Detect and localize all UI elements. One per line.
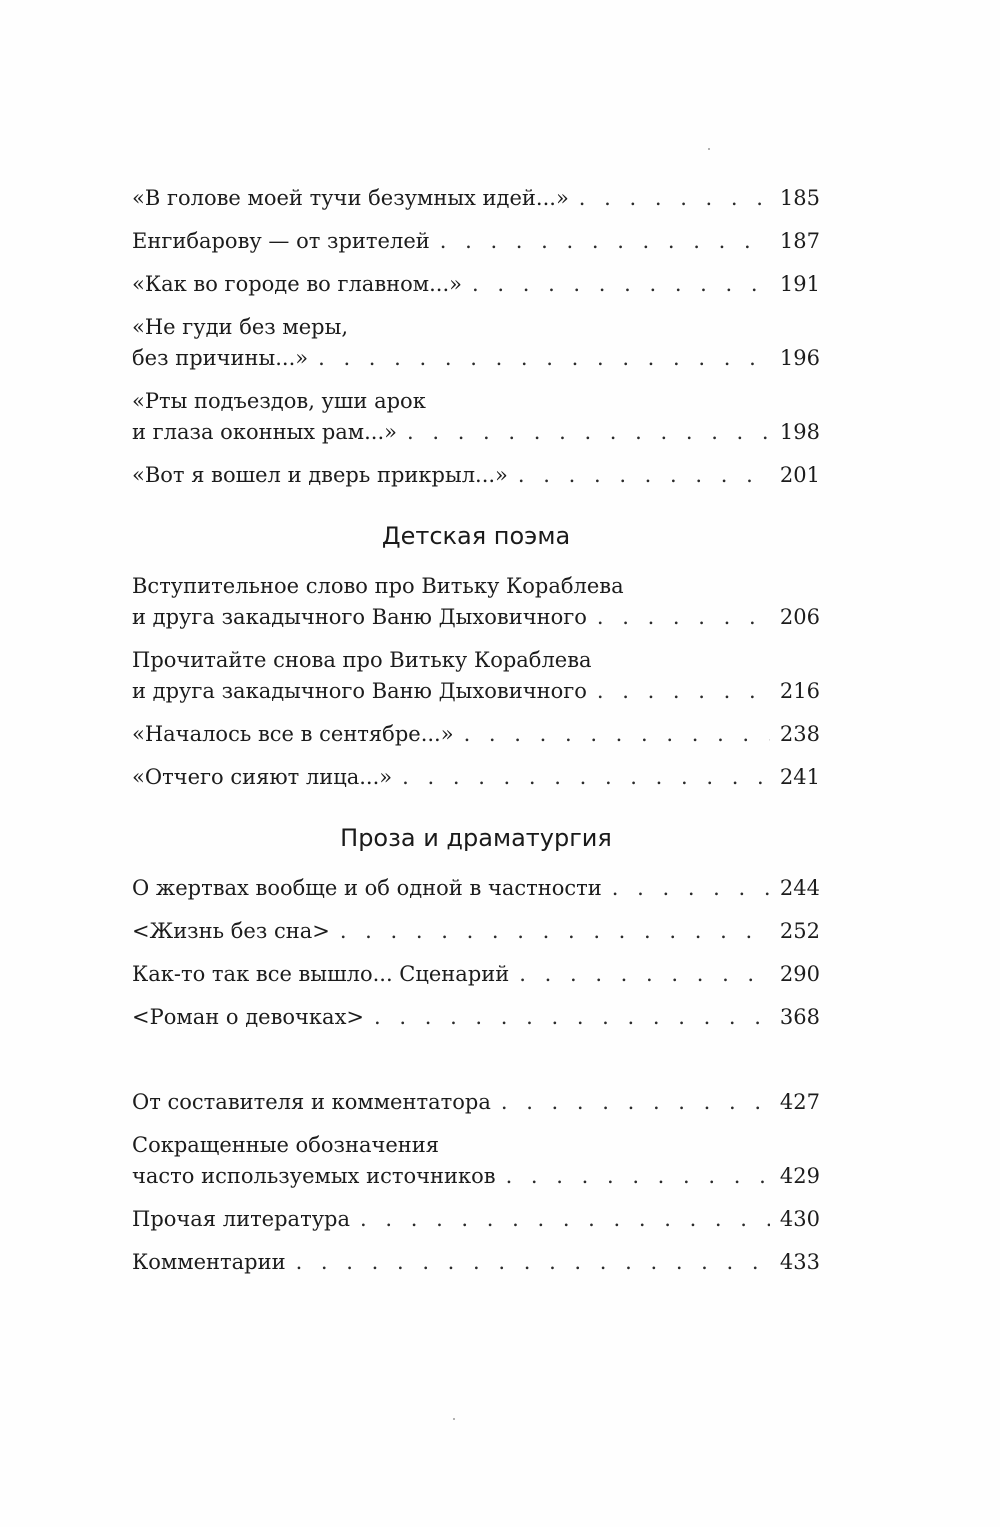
entry-title-line: «Началось все в сентябре...» xyxy=(132,722,454,746)
entry-title-line: О жертвах вообще и об одной в частности xyxy=(132,876,602,900)
dot-leader xyxy=(296,1247,770,1278)
scan-speck xyxy=(453,1418,455,1420)
entry-last-line xyxy=(132,1002,820,1033)
page-number: 185 xyxy=(779,186,820,210)
toc-entry[interactable] xyxy=(132,269,820,300)
toc-entry[interactable] xyxy=(132,959,820,990)
page-number: 201 xyxy=(779,463,820,487)
entry-last-line xyxy=(132,1204,820,1235)
toc-entry[interactable] xyxy=(132,1204,820,1235)
toc-entry[interactable] xyxy=(132,386,820,448)
page-number: 196 xyxy=(779,346,820,370)
toc-entry[interactable] xyxy=(132,571,820,633)
page-number: 198 xyxy=(779,420,820,444)
entry-title-line: и друга закадычного Ваню Дыховичного xyxy=(132,679,587,703)
entry-last-line xyxy=(132,959,820,990)
toc-entry[interactable] xyxy=(132,645,820,707)
dot-leader xyxy=(464,719,770,750)
dot-leader xyxy=(374,1002,770,1033)
dot-leader xyxy=(472,269,770,300)
entry-title-line: «Рты подъездов, уши арок xyxy=(132,389,426,413)
dot-leader xyxy=(597,602,770,633)
entry-last-line xyxy=(132,1087,820,1118)
entry-title-line: и глаза оконных рам...» xyxy=(132,420,397,444)
entry-last-line xyxy=(132,226,820,257)
page-number: 427 xyxy=(779,1090,820,1114)
dot-leader xyxy=(597,676,770,707)
entry-title-line: Сокращенные обозначения xyxy=(132,1133,440,1157)
entry-last-line xyxy=(132,676,820,707)
entry-last-line xyxy=(132,269,820,300)
dot-leader xyxy=(506,1161,770,1192)
entry-title-line: «Не гуди без меры, xyxy=(132,315,349,339)
toc-entry[interactable] xyxy=(132,1130,820,1192)
dot-leader xyxy=(579,183,770,214)
dot-leader xyxy=(440,226,770,257)
entry-title-line: Енгибарову — от зрителей xyxy=(132,229,430,253)
dot-leader xyxy=(407,417,770,448)
page-number: 244 xyxy=(779,876,820,900)
page-number: 433 xyxy=(779,1250,820,1274)
entry-title-line: «Как во городе во главном...» xyxy=(132,272,463,296)
toc-entry[interactable] xyxy=(132,312,820,374)
entry-title-line: Комментарии xyxy=(132,1250,286,1274)
entry-title-line: «В голове моей тучи безумных идей...» xyxy=(132,186,569,210)
toc-entry[interactable] xyxy=(132,1087,820,1118)
entry-title-line: Как-то так все вышло... Сценарий xyxy=(132,962,510,986)
scan-speck xyxy=(708,148,710,150)
entry-last-line xyxy=(132,343,820,374)
toc-entry[interactable] xyxy=(132,183,820,214)
dot-leader xyxy=(518,460,770,491)
page-number: 252 xyxy=(779,919,820,943)
page-number: 430 xyxy=(779,1207,820,1231)
entry-last-line xyxy=(132,1247,820,1278)
page-number: 429 xyxy=(779,1164,820,1188)
dot-leader xyxy=(402,762,770,793)
entry-last-line xyxy=(132,916,820,947)
toc-entry[interactable] xyxy=(132,460,820,491)
entry-title-line: часто используемых источников xyxy=(132,1164,496,1188)
page-number: 241 xyxy=(779,765,820,789)
page-number: 206 xyxy=(779,605,820,629)
entry-title-line: <Роман о девочках> xyxy=(132,1005,365,1029)
dot-leader xyxy=(612,873,770,904)
toc-entry[interactable] xyxy=(132,226,820,257)
dot-leader xyxy=(318,343,770,374)
dot-leader xyxy=(501,1087,770,1118)
entry-title-line: Вступительное слово про Витьку Кораблева xyxy=(132,574,624,598)
toc-entry[interactable] xyxy=(132,873,820,904)
page-number: 368 xyxy=(779,1005,820,1029)
entry-title-line: Прочая литература xyxy=(132,1207,351,1231)
section-heading: Проза и драматургия xyxy=(340,824,612,852)
entry-title-line: без причины...» xyxy=(132,346,309,370)
section-spacer xyxy=(132,1045,820,1087)
toc-entry[interactable] xyxy=(132,762,820,793)
toc-entry[interactable] xyxy=(132,1002,820,1033)
table-of-contents xyxy=(132,183,820,1290)
entry-last-line xyxy=(132,1161,820,1192)
entry-title-line: Прочитайте снова про Витьку Кораблева xyxy=(132,648,592,672)
dot-leader xyxy=(340,916,770,947)
entry-last-line xyxy=(132,417,820,448)
entry-title-line: От составителя и комментатора xyxy=(132,1090,491,1114)
entry-last-line xyxy=(132,460,820,491)
entry-title-line: и друга закадычного Ваню Дыховичного xyxy=(132,605,587,629)
entry-last-line xyxy=(132,719,820,750)
entry-title-line: «Вот я вошел и дверь прикрыл...» xyxy=(132,463,508,487)
dot-leader xyxy=(519,959,770,990)
page-number: 290 xyxy=(779,962,820,986)
page-number: 191 xyxy=(779,272,820,296)
entry-last-line xyxy=(132,873,820,904)
entry-last-line xyxy=(132,602,820,633)
entry-title-line: «Отчего сияют лица...» xyxy=(132,765,393,789)
toc-entry[interactable] xyxy=(132,719,820,750)
entry-last-line xyxy=(132,762,820,793)
page-number: 187 xyxy=(779,229,820,253)
dot-leader xyxy=(360,1204,770,1235)
toc-entry[interactable] xyxy=(132,1247,820,1278)
page-number: 238 xyxy=(779,722,820,746)
toc-entry[interactable] xyxy=(132,916,820,947)
entry-title-line: <Жизнь без сна> xyxy=(132,919,330,943)
page-number: 216 xyxy=(779,679,820,703)
section-heading: Детская поэма xyxy=(381,522,571,550)
entry-last-line xyxy=(132,183,820,214)
